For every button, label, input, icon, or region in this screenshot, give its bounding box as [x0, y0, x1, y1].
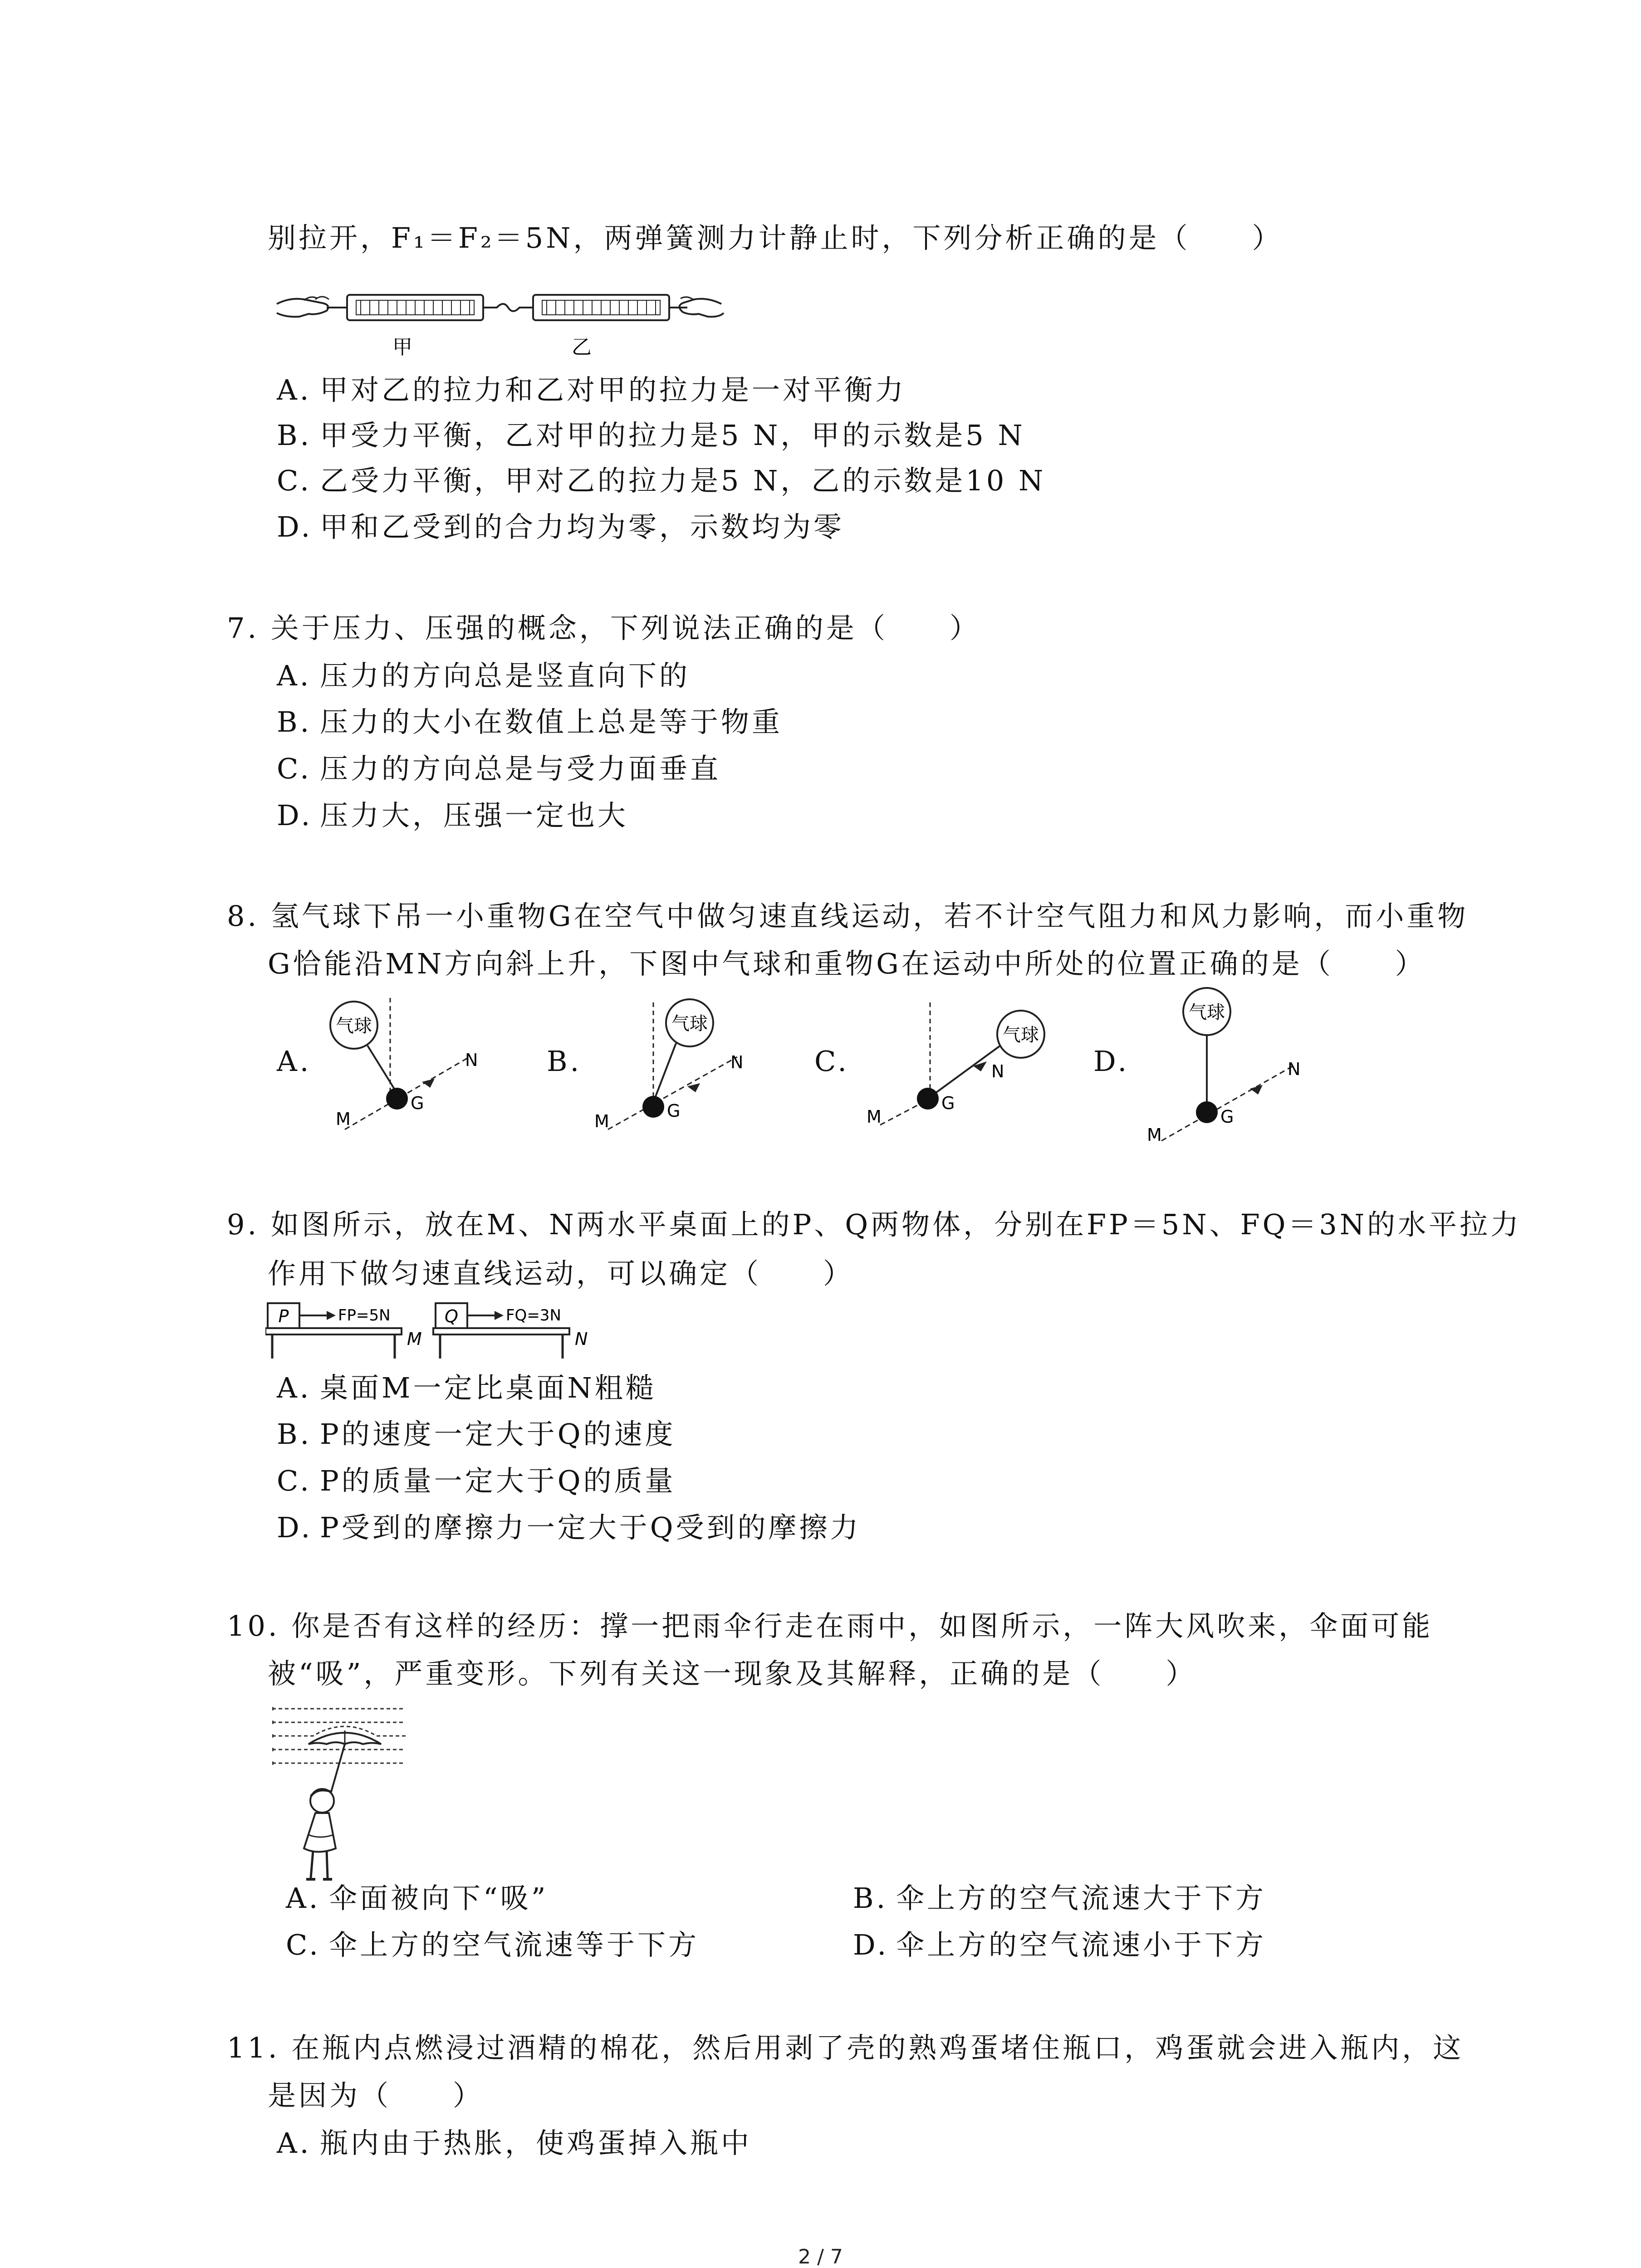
option-text: 伞上方的空气流速等于下方 — [329, 1928, 700, 1961]
q8-option-b-figure[interactable] — [585, 998, 749, 1134]
q6-spring-scales-figure — [272, 272, 726, 363]
option-text: P的质量一定大于Q的质量 — [320, 1464, 676, 1497]
q11-stem-line2: 是因为（ ） — [268, 2079, 484, 2112]
option-label: B. — [277, 1418, 312, 1451]
option-text: 压力的方向总是与受力面垂直 — [320, 752, 721, 785]
option-text: 伞上方的空气流速大于下方 — [896, 1882, 1267, 1915]
object-q-label: Q — [445, 1306, 458, 1326]
option-label: B. — [277, 705, 312, 738]
option-text: 甲和乙受到的合力均为零，示数均为零 — [320, 510, 845, 543]
weight-label: G — [667, 1101, 681, 1121]
weight-label: G — [1220, 1107, 1234, 1127]
q9-stem-line2: 作用下做匀速直线运动，可以确定（ ） — [268, 1257, 854, 1290]
option-label: C. — [286, 1928, 321, 1961]
option-label: A. — [286, 1882, 321, 1915]
q10-option-a[interactable] — [286, 1880, 548, 1916]
option-label: D. — [277, 1511, 313, 1544]
q10-umbrella-figure — [272, 1699, 417, 1889]
end-label: N — [991, 1061, 1004, 1081]
option-label: C. — [277, 1464, 312, 1497]
table-m-label: M — [407, 1329, 422, 1349]
weight-label: G — [411, 1093, 424, 1113]
q8-option-a-label[interactable]: A. — [277, 1045, 312, 1078]
option-label: B. — [853, 1882, 888, 1915]
option-label: A. — [277, 2126, 312, 2160]
option-text: 伞面被向下“吸” — [329, 1882, 549, 1915]
q9-stem-line1: 9. 如图所示，放在M、N两水平桌面上的P、Q两物体，分别在FP＝5N、FQ＝3N的水平拉力 — [227, 1208, 1522, 1241]
option-label: D. — [277, 510, 313, 543]
q10-stem-line2: 被“吸”，严重变形。下列有关这一现象及其解释，正确的是（ ） — [268, 1657, 1197, 1690]
q6-fig-label-yi: 乙 — [572, 336, 592, 359]
start-label: M — [867, 1107, 882, 1127]
end-label: N — [1288, 1059, 1301, 1079]
q9-tables-figure — [265, 1300, 610, 1363]
option-text: P受到的摩擦力一定大于Q受到的摩擦力 — [320, 1511, 861, 1544]
q10-option-b[interactable] — [853, 1880, 1266, 1916]
q8-stem-line1: 8. 氢气球下吊一小重物G在空气中做匀速直线运动，若不计空气阻力和风力影响，而小重物 — [227, 899, 1469, 933]
balloon-label: 气球 — [1189, 1002, 1225, 1023]
start-label: M — [1147, 1125, 1162, 1145]
balloon-label: 气球 — [1003, 1025, 1039, 1046]
q9-option-b[interactable] — [277, 1416, 676, 1452]
q7-option-b[interactable] — [277, 704, 783, 740]
option-text: 桌面M一定比桌面N粗糙 — [320, 1371, 656, 1404]
option-label: A. — [277, 373, 312, 406]
q6-stem: 别拉开，F₁＝F₂＝5N，两弹簧测力计静止时，下列分析正确的是（ ） — [268, 221, 1283, 254]
q11-stem-line1: 11. 在瓶内点燃浸过酒精的棉花，然后用剥了壳的熟鸡蛋堵住瓶口，鸡蛋就会进入瓶内，这 — [227, 2031, 1464, 2064]
option-label: C. — [277, 752, 312, 785]
q6-option-c[interactable] — [277, 463, 1046, 499]
q8-option-c-label[interactable]: C. — [814, 1045, 849, 1078]
q8-option-c-figure[interactable] — [862, 998, 1071, 1134]
q6-option-a[interactable] — [277, 372, 906, 408]
page-number: 2 / 7 — [798, 2245, 843, 2268]
q7-stem: 7. 关于压力、压强的概念，下列说法正确的是（ ） — [227, 611, 980, 645]
q11-option-a[interactable] — [277, 2125, 752, 2161]
option-text: 甲受力平衡，乙对甲的拉力是5 N，甲的示数是5 N — [320, 419, 1025, 452]
end-label: N — [465, 1050, 478, 1070]
option-text: 压力的方向总是竖直向下的 — [320, 659, 691, 692]
q8-option-d-figure[interactable] — [1134, 984, 1307, 1148]
q9-option-a[interactable] — [277, 1370, 656, 1406]
q8-option-a-figure[interactable] — [318, 998, 481, 1134]
option-label: D. — [277, 799, 313, 832]
option-text: 甲对乙的拉力和乙对甲的拉力是一对平衡力 — [320, 373, 906, 406]
q8-option-d-label[interactable]: D. — [1093, 1045, 1130, 1078]
option-text: 乙受力平衡，甲对乙的拉力是5 N，乙的示数是10 N — [320, 464, 1046, 497]
q6-option-b[interactable] — [277, 417, 1025, 454]
q7-option-c[interactable] — [277, 751, 721, 787]
q6-fig-label-jia: 甲 — [392, 336, 412, 359]
force-p-label: FP=5N — [338, 1306, 391, 1325]
option-text: P的速度一定大于Q的速度 — [320, 1418, 676, 1451]
object-p-label: P — [278, 1306, 289, 1326]
q9-option-c[interactable] — [277, 1463, 676, 1499]
q6-option-d[interactable] — [277, 509, 844, 545]
option-label: D. — [853, 1928, 889, 1961]
q7-option-d[interactable] — [277, 797, 628, 834]
start-label: M — [336, 1109, 351, 1129]
option-label: B. — [277, 419, 312, 452]
option-text: 瓶内由于热胀，使鸡蛋掉入瓶中 — [320, 2126, 752, 2160]
option-label: C. — [277, 464, 312, 497]
option-text: 压力的大小在数值上总是等于物重 — [320, 705, 783, 738]
table-n-label: N — [575, 1329, 588, 1349]
end-label: N — [730, 1052, 744, 1072]
force-q-label: FQ=3N — [506, 1306, 561, 1325]
q10-option-d[interactable] — [853, 1927, 1266, 1963]
q7-option-a[interactable] — [277, 658, 690, 694]
option-text: 压力大，压强一定也大 — [320, 799, 629, 832]
q10-option-c[interactable] — [286, 1927, 699, 1963]
q10-stem-line1: 10. 你是否有这样的经历：撑一把雨伞行走在雨中，如图所示，一阵大风吹来，伞面可能 — [227, 1609, 1433, 1642]
start-label: M — [594, 1111, 609, 1131]
option-text: 伞上方的空气流速小于下方 — [896, 1928, 1267, 1961]
balloon-label: 气球 — [671, 1013, 708, 1034]
q8-option-b-label[interactable]: B. — [547, 1045, 582, 1078]
balloon-label: 气球 — [336, 1016, 372, 1036]
q9-option-d[interactable] — [277, 1510, 861, 1546]
option-label: A. — [277, 1371, 312, 1404]
q8-stem-line2: G恰能沿MN方向斜上升，下图中气球和重物G在运动中所处的位置正确的是（ ） — [268, 947, 1426, 980]
weight-label: G — [941, 1093, 955, 1113]
option-label: A. — [277, 659, 312, 692]
